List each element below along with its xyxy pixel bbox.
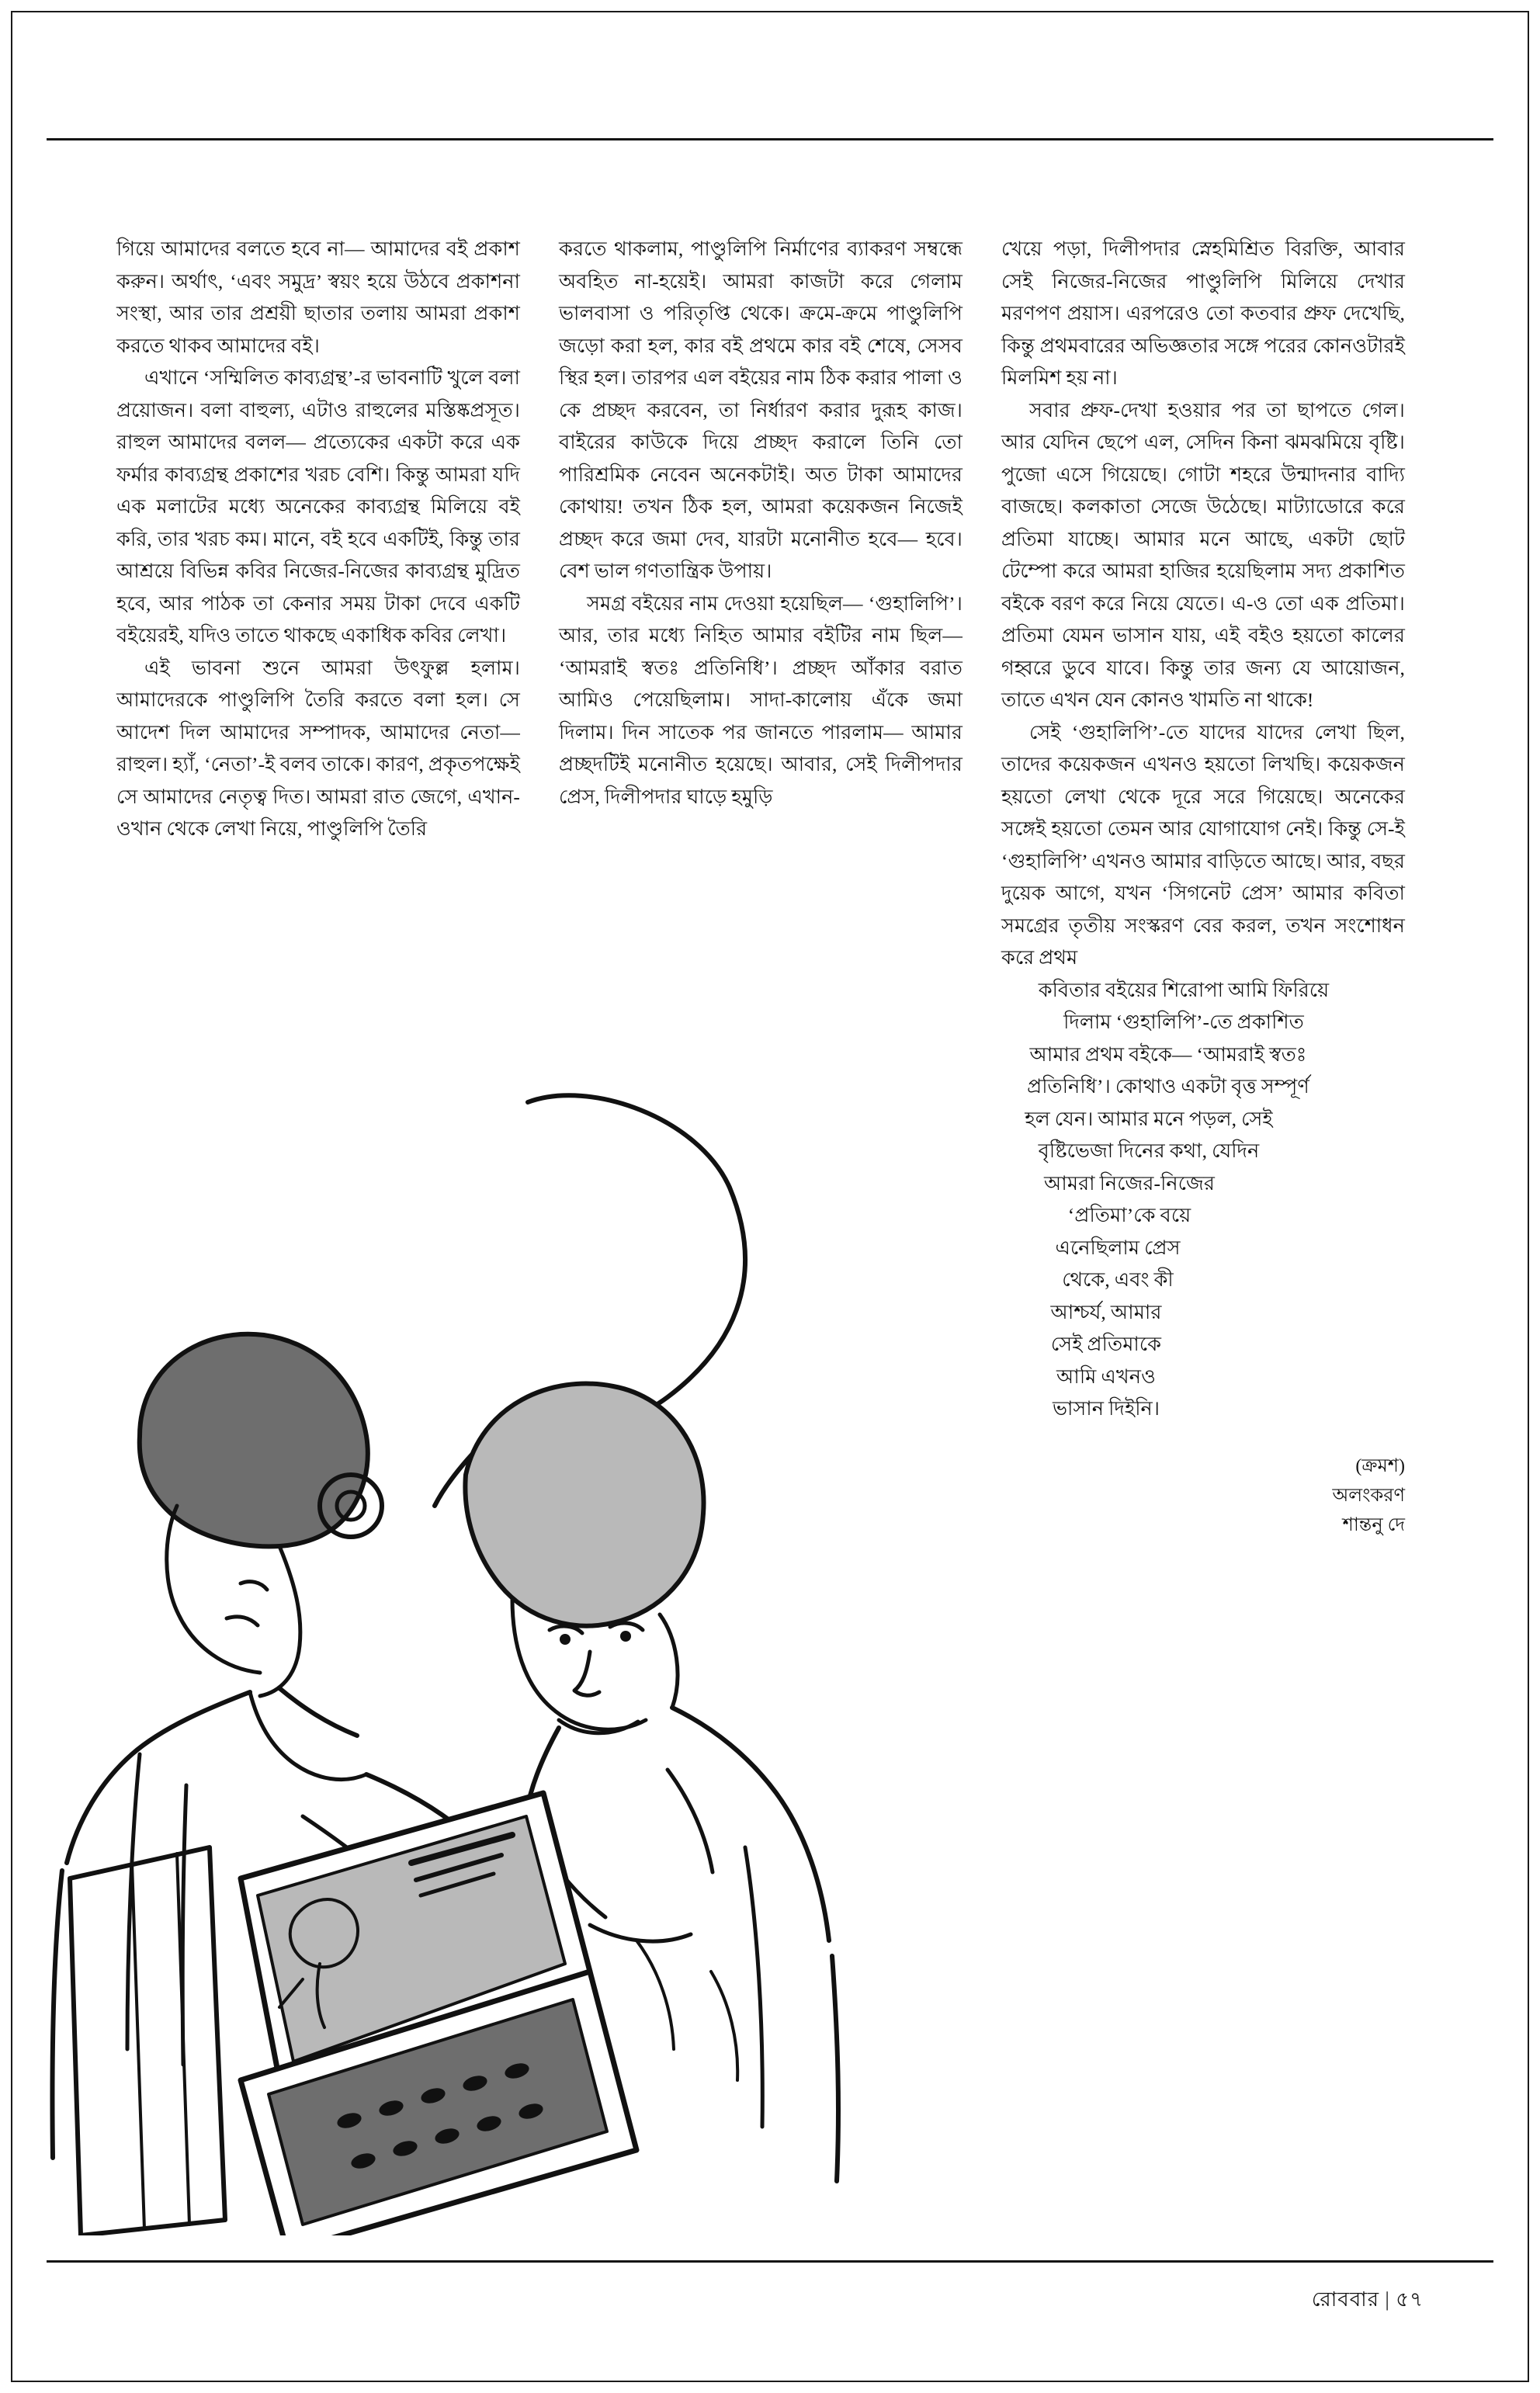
bottom-divider-rule — [47, 2260, 1493, 2263]
paragraph-line: হল যেন। আমার মনে পড়ল, সেই — [1025, 1107, 1273, 1130]
paragraph-line: প্রতিনিধি’। কোথাও একটা বৃত্ত সম্পূর্ণ — [1027, 1075, 1309, 1098]
article-body — [116, 233, 1428, 2220]
page-footer: রোববার | ৫৭ — [1311, 2288, 1424, 2311]
paragraph-line: আমার প্রথম বইকে— ‘আমরাই স্বতঃ — [1029, 1042, 1307, 1066]
text-column-3 — [1001, 233, 1405, 1540]
paragraph-line: আমরা নিজের-নিজের — [1044, 1171, 1215, 1195]
paragraph-line: আশ্চর্য, আমার — [1050, 1300, 1162, 1323]
paragraph: করতে থাকলাম, পাণ্ডুলিপি নির্মাণের ব্যাকরণ সম্বন্ধে অবহিত না-হয়েই। আমরা কাজটা করে গেলাম ভালবাসা ও পরিতৃপ্তি থেকে। ক্রমে-ক্রমে পাণ্ডুলিপি জড়ো করা হল, কার বই প্রথমে কার বই শেষে, সেসব স্থির হল। তারপর এল বইয়ের নাম ঠিক করার পালা ও কে প্রচ্ছদ করবেন, তা নির্ধারণ করার দুরূহ কাজ। বাইরের কাউকে দিয়ে প্রচ্ছদ করালে তিনি তো পারিশ্রমিক নেবেন অনেকটাই। অত টাকা আমাদের কোথায়! তখন ঠিক হল, আমরা কয়েকজন নিজেই প্রচ্ছদ করে জমা দেব, যারটা মনোনীত হবে— হবে। বেশ ভাল গণতান্ত্রিক উপায়। — [559, 238, 962, 582]
illustrator-name: শান্তনু দে — [1342, 1514, 1405, 1535]
paragraph: গিয়ে আমাদের বলতে হবে না— আমাদের বই প্রকাশ করুন। অর্থাৎ, ‘এবং সমুদ্র’ স্বয়ং হয়ে উঠবে প্রকাশনা সংস্থা, আর তার প্রশ্রয়ী ছাতার তলায় আমরা প্রকাশ করতে থাকব আমাদের বই। — [116, 238, 520, 357]
top-divider-rule — [47, 138, 1493, 140]
continued-marker: (ক্রমশ) — [1355, 1455, 1405, 1476]
paragraph-line: কবিতার বইয়ের শিরোপা আমি ফিরিয়ে — [1038, 978, 1330, 1001]
paragraph-line: বৃষ্টিভেজা দিনের কথা, যেদিন — [1038, 1139, 1260, 1162]
paragraph-line: ‘প্রতিমা’কে বয়ে — [1067, 1204, 1191, 1226]
paragraph: সমগ্র বইয়ের নাম দেওয়া হয়েছিল— ‘গুহালিপি’। আর, তার মধ্যে নিহিত আমার বইটির নাম ছিল— ‘আমরাই স্বতঃ প্রতিনিধি’। প্রচ্ছদ আঁকার বরাত আমিও পেয়েছিলাম। সাদা-কালোয় এঁকে জমা দিলাম। দিন সাতেক পর জানতে পারলাম— আমার প্রচ্ছদটিই মনোনীত হয়েছে। আবার, সেই দিলীপদার প্রেস, দিলীপদার ঘাড়ে হমুড়ি — [559, 591, 962, 808]
illustration-credit-label: অলংকরণ — [1332, 1485, 1405, 1506]
paragraph-line: সেই প্রতিমাকে — [1050, 1333, 1162, 1355]
article-credits — [1001, 1451, 1405, 1540]
paragraph: এই ভাবনা শুনে আমরা উৎফুল্ল হলাম। আমাদেরকে পাণ্ডুলিপি তৈরি করতে বলা হল। সে আদেশ দিল আমাদের সম্পাদক, আমাদের নেতা— রাহুল। হ্যাঁ, ‘নেতা’-ই বলব তাকে। কারণ, প্রকৃতপক্ষেই সে আমাদের নেতৃত্ব দিত। আমরা রাত জেগে, এখান-ওখান থেকে লেখা নিয়ে, পাণ্ডুলিপি তৈরি — [116, 656, 520, 840]
paragraph: সেই ‘গুহালিপি’-তে যাদের যাদের লেখা ছিল, তাদের কয়েকজন এখনও হয়তো লিখছি। কয়েকজন হয়তো লেখা থেকে দূরে সরে গিয়েছে। অনেকের সঙ্গেই হয়তো তেমন আর যোগাযোগ নেই। কিন্তু সে-ই ‘গুহালিপি’ এখনও আমার বাড়িতে আছে। আর, বছর দুয়েক আগে, যখন ‘সিগনেট প্রেস’ আমার কবিতা সমগ্রের তৃতীয় সংস্করণ বের করল, তখন সংশোধন করে প্রথম — [1001, 720, 1405, 969]
paragraph-line: থেকে, এবং কী — [1062, 1268, 1174, 1291]
paragraph: সবার প্রুফ-দেখা হওয়ার পর তা ছাপতে গেল। আর যেদিন ছেপে এল, সেদিন কিনা ঝমঝমিয়ে বৃষ্টি। পুজো এসে গিয়েছে। গোটা শহরে উন্মাদনার বাদ্যি বাজছে। কলকাতা সেজে উঠেছে। মাট্যাডোরে করে প্রতিমা যাচ্ছে। আমার মনে আছে, একটা ছোট টেম্পো করে আমরা হাজির হয়েছিলাম সদ্য প্রকাশিত বইকে বরণ করে নিয়ে যেতে। এ-ও তো এক প্রতিমা। প্রতিমা যেমন ভাসান যায়, এই বইও হয়তো কালের গহ্বরে ডুবে যাবে। কিন্তু তার জন্য যে আয়োজন, তাতে এখন যেন কোনও খামতি না থাকে! — [1001, 398, 1405, 711]
paragraph-line: দিলাম ‘গুহালিপি’-তে প্রকাশিত — [1063, 1011, 1304, 1033]
paragraph-line: এনেছিলাম প্রেস — [1055, 1236, 1181, 1259]
text-column-2 — [559, 233, 962, 813]
text-column-1 — [116, 233, 520, 845]
paragraph-line: আমি এখনও — [1056, 1365, 1156, 1388]
tapered-text-block — [1001, 716, 1405, 1425]
paragraph: এখানে ‘সম্মিলিত কাব্যগ্রন্থ’-র ভাবনাটি খুলে বলা প্রয়োজন। বলা বাহুল্য, এটাও রাহুলের মস্তিষ্কপ্রসূত। রাহুল আমাদের বলল— প্রত্যেকের একটা করে এক ফর্মার কাব্যগ্রন্থ প্রকাশের খরচ বেশি। কিন্তু আমরা যদি এক মলাটের মধ্যে অনেকের কাব্যগ্রন্থ মিলিয়ে বই করি, তার খরচ কম। মানে, বই হবে একটিই, কিন্তু তার আশ্রয়ে বিভিন্ন কবির নিজের-নিজের কাব্যগ্রন্থ মুদ্রিত হবে, আর পাঠক তা কেনার সময় টাকা দেবে একটি বইয়েরই, যদিও তাতে থাকছে একাধিক কবির লেখা। — [116, 366, 520, 647]
paragraph: খেয়ে পড়া, দিলীপদার স্নেহমিশ্রিত বিরক্তি, আবার সেই নিজের-নিজের পাণ্ডুলিপি মিলিয়ে দেখার মরণপণ প্রয়াস। এরপরেও তো কতবার প্রুফ দেখেছি, কিন্তু প্রথমবারের অভিজ্ঞতার সঙ্গে পরের কোনওটারই মিলমিশ হয় না। — [1001, 238, 1405, 389]
paragraph-line: ভাসান দিইনি। — [1052, 1397, 1160, 1420]
